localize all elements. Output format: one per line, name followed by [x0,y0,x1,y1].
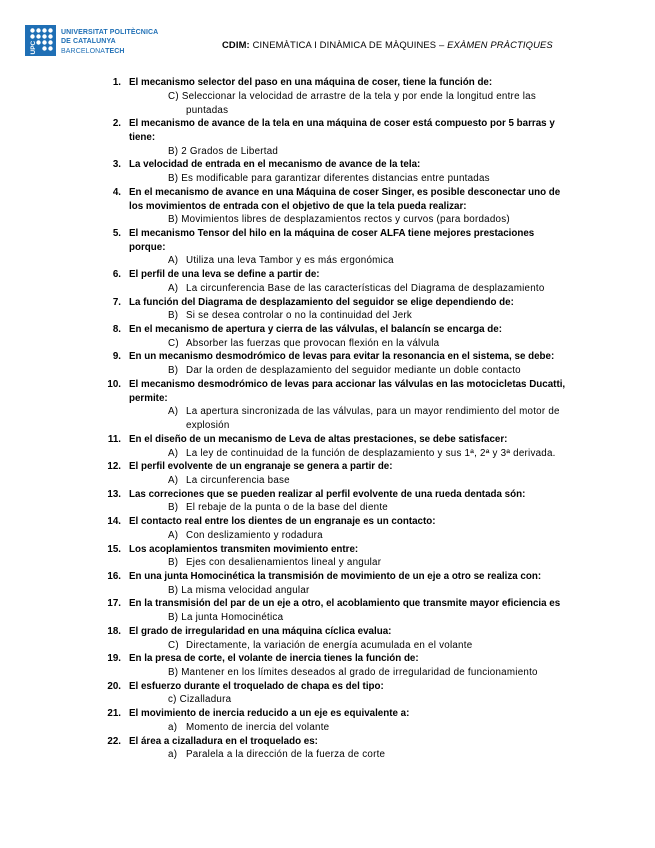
question-item [0,707,655,734]
answer-text: La circunferencia base [186,474,290,486]
question-number: 12. [107,461,121,473]
answer-text: Ejes con desalienamientos lineal y angular [186,557,382,569]
question-text: En el diseño de un mecanismo de Leva de altas prestaciones, se debe satisfacer: [129,433,508,445]
question-text: los movimientos de entrada con el objetivo de que la tela pueda realizar: [129,200,467,212]
answer-letter: C) [168,639,179,651]
question-line [0,625,655,639]
question-line [0,200,655,214]
question-number: 14. [107,516,121,528]
question-line [0,268,655,282]
question-line [0,570,655,584]
question-number: 6. [112,269,121,281]
question-line [0,652,655,666]
question-item [0,158,655,185]
answer-letter: A) [168,255,179,267]
question-number: 13. [107,488,121,500]
answer-text: puntadas [186,104,229,116]
question-item [0,296,655,323]
answer-letter: B) [168,667,179,678]
question-line [0,76,655,90]
question-line [0,735,655,749]
answer-line [0,405,655,419]
question-text: En la transmisión del par de un eje a otro, el acoblamiento que transmite mayor eficiencia es [129,598,561,610]
question-line [0,392,655,406]
answer-letter: a) [168,721,178,733]
question-text: porque: [129,241,166,253]
answer-text: 2 Grados de Libertad [181,145,279,157]
question-line [0,350,655,364]
answer-text: La junta Homocinética [181,612,284,624]
document-header-title [222,39,553,51]
question-line [0,117,655,131]
question-line [0,227,655,241]
answer-line [0,213,655,227]
question-item [0,460,655,487]
question-line [0,323,655,337]
question-number: 22. [107,735,121,747]
question-number: 17. [107,598,121,610]
answer-text: Mantener en los límites deseados al grado de irregularidad de funcionamiento [181,667,538,678]
university-line-2: DE CATALUNYA [61,38,116,45]
answer-line [0,254,655,268]
answer-text: Movimientos libres de desplazamientos rectos y curvos (para bordados) [181,214,510,226]
question-number: 3. [112,159,121,171]
answer-letter: C) [168,337,179,349]
question-text: En la presa de corte, el volante de inercia tienes la función de: [129,653,419,665]
course-title: CINEMÀTICA I DINÀMICA DE MÀQUINES – [252,39,445,50]
question-text: El esfuerzo durante el troquelado de chapa es del tipo: [129,680,384,692]
university-line-3 [61,47,158,57]
answer-text: La circunferencia Base de las características del Diagrama de desplazamiento [186,282,545,294]
answer-line [0,337,655,351]
answer-letter: B) [168,557,179,569]
question-line [0,241,655,255]
question-text: En el mecanismo de apertura y cierra de las válvulas, el balancín se encarga de: [129,324,503,336]
question-item [0,76,655,117]
question-line [0,296,655,310]
question-item [0,227,655,268]
question-line [0,378,655,392]
answer-text: Si se desea controlar o no la continuidad del Jerk [186,310,413,322]
answer-text: Paralela a la dirección de la fuerza de corte [186,749,386,761]
question-number: 9. [112,351,121,363]
answer-line [0,748,655,762]
answer-text: La ley de continuidad de la función de desplazamiento y sus 1ª, 2ª y 3ª derivada. [186,447,556,459]
question-number: 4. [112,186,121,198]
question-item [0,378,655,433]
answer-line [0,529,655,543]
question-line [0,131,655,145]
question-item [0,117,655,158]
question-item [0,680,655,707]
answer-text: La apertura sincronizada de las válvulas, para un mayor rendimiento del motor de [186,406,560,418]
question-text: El contacto real entre los dientes de un engranaje es un contacto: [129,516,436,528]
answer-text: Dar la orden de desplazamiento del seguidor mediante un doble contacto [186,365,521,377]
document-type: EXÀMEN PRÀCTIQUES [447,39,553,50]
question-item [0,268,655,295]
question-number: 20. [107,680,121,692]
question-text: El mecanismo desmodrómico de levas para accionar las válvulas en las motocicletas Ducatti, [129,378,566,390]
question-line [0,488,655,502]
answer-line [0,693,655,707]
question-number: 8. [112,324,121,336]
question-text: El área a cizalladura en el troquelado es: [129,735,318,747]
question-text: El grado de irregularidad en una máquina cíclica evalua: [129,625,392,637]
question-item [0,515,655,542]
answer-line [0,104,655,118]
answer-letter: A) [168,406,179,418]
answer-line [0,474,655,488]
question-item [0,735,655,762]
question-text: El perfil evolvente de un engranaje se genera a partir de: [129,461,393,473]
answer-text: Utiliza una leva Tambor y es más ergonómica [186,255,394,267]
question-text: tiene: [129,131,156,143]
answer-letter: A) [168,474,179,486]
question-text: En el mecanismo de avance en una Máquina de coser Singer, es posible desconectar uno de [129,186,561,198]
question-list [0,76,655,762]
answer-letter: B) [168,584,179,596]
university-line-1: UNIVERSITAT POLITÈCNICA [61,28,159,36]
question-line [0,460,655,474]
answer-letter: C) [168,90,179,102]
question-item [0,625,655,652]
answer-line [0,611,655,625]
question-number: 7. [112,296,121,308]
question-text: La función del Diagrama de desplazamiento del seguidor se elige dependiendo de: [129,296,514,308]
answer-line [0,309,655,323]
answer-text: Momento de inercia del volante [186,721,330,733]
answer-letter: A) [168,447,179,459]
question-item [0,323,655,350]
answer-letter: B) [168,612,179,624]
question-line [0,543,655,557]
question-item [0,350,655,377]
answer-text: Directamente, la variación de energía acumulada en el volante [186,639,473,651]
question-line [0,158,655,172]
answer-text: La misma velocidad angular [181,584,310,596]
answer-letter: B) [168,310,179,322]
answer-line [0,90,655,104]
question-text: El perfil de una leva se define a partir de: [129,269,320,281]
answer-letter: B) [168,173,179,185]
question-text: La velocidad de entrada en el mecanismo de avance de la tela: [129,159,421,171]
question-text: En una junta Homocinética la transmisión de movimiento de un eje a otro se realiza con: [129,570,542,582]
answer-text: Absorber las fuerzas que provocan flexión en la válvula [186,337,440,349]
answer-line [0,282,655,296]
answer-letter: c) [168,694,177,706]
university-city: BARCELONA [61,47,106,55]
question-number: 18. [107,625,121,637]
upc-logo [25,25,56,56]
answer-line [0,584,655,598]
question-item [0,433,655,460]
university-tech: TECH [105,47,125,55]
question-item [0,597,655,624]
logo-text: UPC [30,40,37,55]
question-item [0,186,655,227]
answer-line [0,639,655,653]
answer-letter: A) [168,529,179,541]
answer-letter: a) [168,749,178,761]
answer-line [0,501,655,515]
answer-line [0,419,655,433]
answer-line [0,447,655,461]
answer-text: El rebaje de la punta o de la base del diente [186,502,388,514]
question-text: En un mecanismo desmodrómico de levas para evitar la resonancia en el sistema, se debe: [129,351,555,363]
question-number: 2. [112,118,121,130]
question-item [0,488,655,515]
question-number: 5. [112,228,121,239]
question-text: El mecanismo Tensor del hilo en la máquina de coser ALFA tiene mejores prestaciones [129,228,535,239]
question-text: El mecanismo de avance de la tela en una máquina de coser está compuesto por 5 barras y [129,118,555,130]
answer-text: Con deslizamiento y rodadura [186,529,323,541]
question-text: Los acoplamientos transmiten movimiento entre: [129,543,359,555]
question-number: 15. [107,543,121,555]
answer-line [0,172,655,186]
question-text: El movimiento de inercia reducido a un eje es equivalente a: [129,708,410,720]
question-item [0,652,655,679]
question-line [0,680,655,694]
question-number: 11. [107,433,121,445]
answer-line [0,556,655,570]
question-item [0,543,655,570]
question-number: 10. [107,378,121,390]
answer-line [0,364,655,378]
question-line [0,707,655,721]
question-number: 16. [107,570,121,582]
question-line [0,597,655,611]
answer-line [0,666,655,680]
university-name [61,28,158,57]
answer-text: Es modificable para garantizar diferentes distancias entre puntadas [181,173,490,185]
answer-text: Cizalladura [179,694,232,706]
question-number: 19. [107,653,121,665]
question-number: 21. [107,708,121,720]
answer-letter: A) [168,282,179,294]
question-number: 1. [112,77,121,89]
question-item [0,570,655,597]
answer-letter: B) [168,502,179,514]
question-line [0,515,655,529]
question-line [0,433,655,447]
answer-text: explosión [186,420,230,432]
answer-text: Seleccionar la velocidad de arrastre de la tela y por ende la longitud entre las [181,90,536,102]
answer-letter: B) [168,145,179,157]
question-text: permite: [129,392,168,404]
course-code: CDIM: [222,39,250,50]
answer-line [0,145,655,159]
question-text: El mecanismo selector del paso en una máquina de coser, tiene la función de: [129,77,493,89]
answer-line [0,721,655,735]
question-text: Las correciones que se pueden realizar al perfil evolvente de una rueda dentada són: [129,488,526,500]
answer-letter: B) [168,365,179,377]
question-line [0,186,655,200]
answer-letter: B) [168,214,179,226]
